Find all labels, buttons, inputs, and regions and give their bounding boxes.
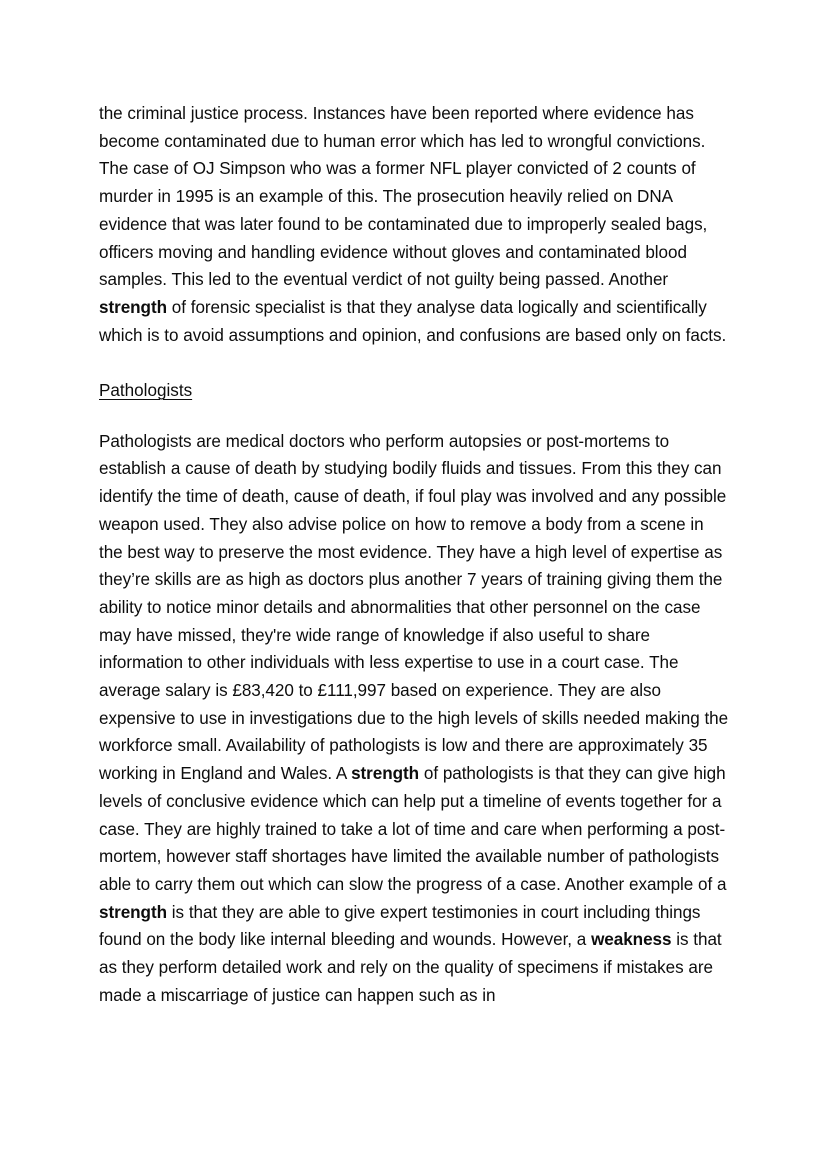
text-run: of forensic specialist is that they analyse data logically and scientifically which is to avoid assumptions and opinion, and confusions are based only on facts. <box>99 297 727 345</box>
text-run: is that as they perform detailed work and rely on the quality of specimens if mistakes are made a miscarriage of justice can happen such as in <box>99 930 722 1005</box>
paragraph-spacer <box>99 349 731 377</box>
text-run: of pathologists is that they can give high levels of conclusive evidence which can help put a timeline of events together for a case. They are highly trained to take a lot of time and care when performing a post-mortem, however staff shortages have limited the available number of pathologists able to carry them out which can slow the progress of a case. Another example of a <box>99 764 727 894</box>
paragraph-forensic-specialists <box>99 100 731 349</box>
text-run: is that they are able to give expert testimonies in court including things found on the body like internal bleeding and wounds. However, a <box>99 902 701 950</box>
heading-spacer <box>99 406 731 428</box>
emphasis-bold: strength <box>351 764 420 784</box>
text-run: Pathologists are medical doctors who perform autopsies or post-mortems to establish a cause of death by studying bodily fluids and tissues. From this they can identify the time of death, cause of death, if foul play was involved and any possible weapon used. They also advise police on how to remove a body from a scene in the best way to preserve the most evidence. They have a high level of expertise as they’re skills are as high as doctors plus another 7 years of training giving them the ability to notice minor details and abnormalities that other personnel on the case may have missed, they're wide range of knowledge if also useful to share information to other individuals with less expertise to use in a court case. The average salary is £83,420 to £111,997 based on experience. They are also expensive to use in investigations due to the high levels of skills needed making the workforce small. Availability of pathologists is low and there are approximately 35 working in England and Wales. A <box>99 431 729 784</box>
heading-pathologists: Pathologists <box>99 381 193 401</box>
emphasis-bold: weakness <box>591 930 672 950</box>
emphasis-bold: strength <box>99 902 167 922</box>
text-run: the criminal justice process. Instances have been reported where evidence has become contaminated due to human error which has led to wrongful convictions. The case of OJ Simpson who was a former NFL player convicted of 2 counts of murder in 1995 is an example of this. The prosecution heavily relied on DNA evidence that was later found to be contaminated due to improperly sealed bags, officers moving and handling evidence without gloves and contaminated blood samples. This led to the eventual verdict of not guilty being passed. Another <box>99 104 708 290</box>
heading-pathologists-row <box>99 377 731 406</box>
paragraph-pathologists <box>99 428 731 1010</box>
emphasis-bold: strength <box>99 297 167 317</box>
document-text-column <box>99 100 731 1009</box>
